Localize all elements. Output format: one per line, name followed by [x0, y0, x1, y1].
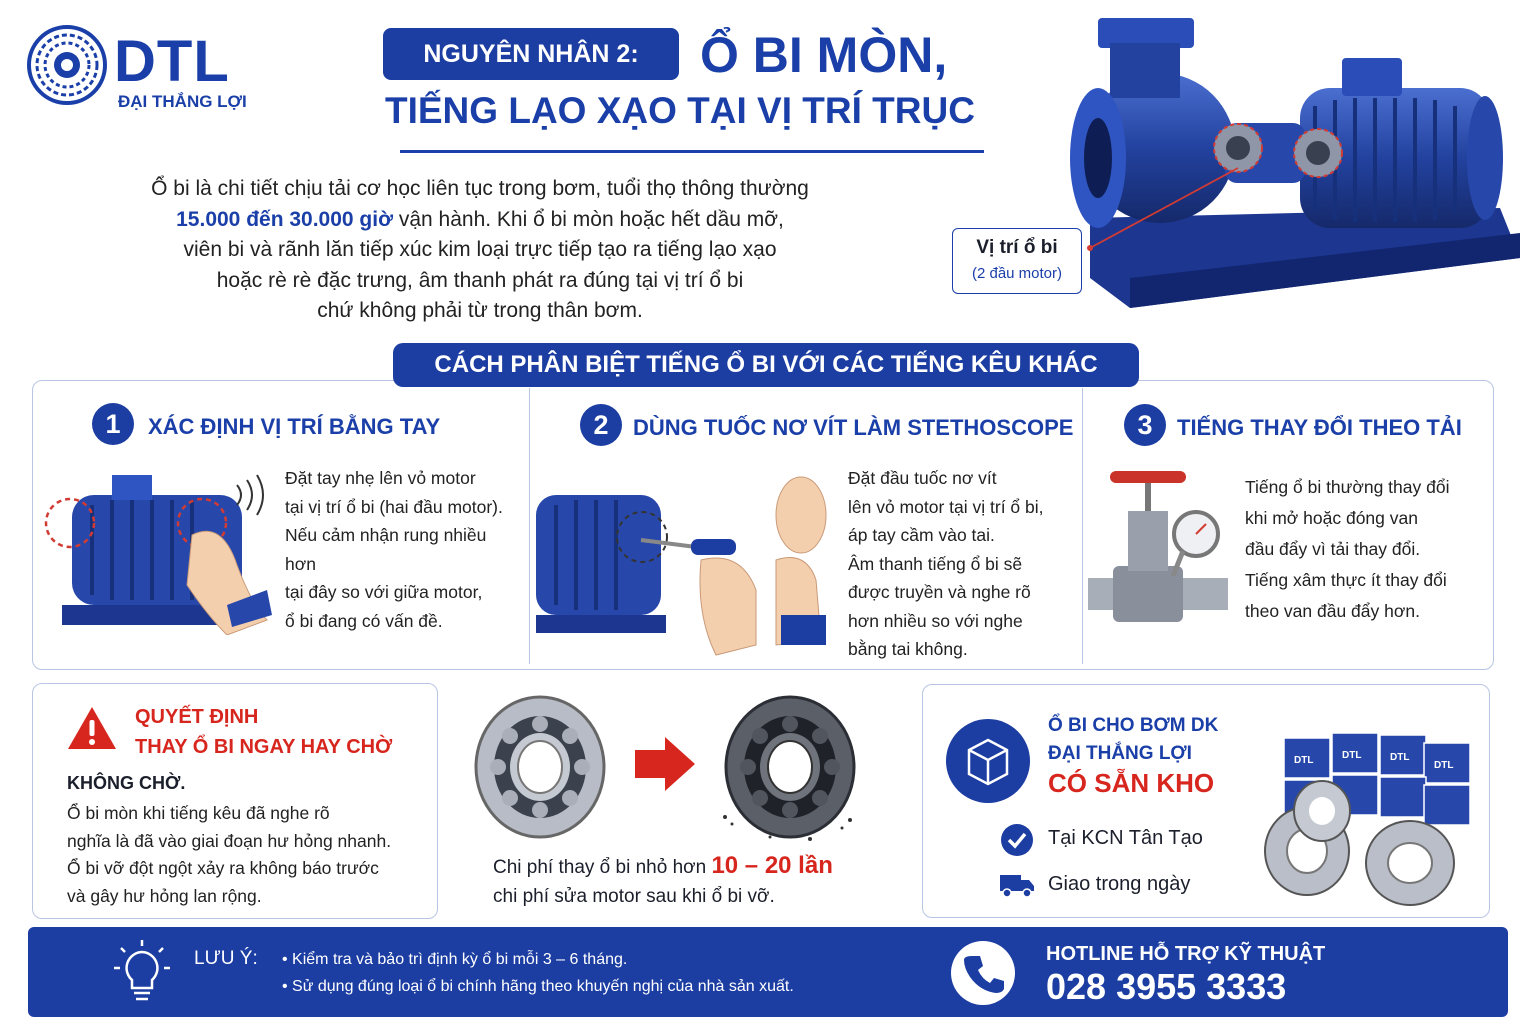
intro-line: hoặc rè rè đặc trưng, âm thanh phát ra đúng tại vị trí ổ bi	[216, 268, 744, 292]
step-2-line: áp tay cầm vào tai.	[848, 525, 995, 545]
step-divider	[529, 388, 530, 664]
stock-item-delivery: Giao trong ngày	[1048, 873, 1191, 895]
cost-prefix: Chi phí thay ổ bi nhỏ hơn	[493, 857, 712, 878]
step-3-line: theo van đầu đẩy hơn.	[1245, 601, 1420, 621]
step-1-line: ổ bi đang có vấn đề.	[285, 610, 443, 631]
motor-hand-illustration	[42, 465, 272, 635]
decision-text	[67, 800, 432, 910]
hotline-label: HOTLINE HỖ TRỢ KỸ THUẬT	[1046, 943, 1326, 965]
step-1-line: Nếu cảm nhận rung nhiều hơn	[285, 525, 487, 574]
decision-title-line: QUYẾT ĐỊNH	[135, 706, 259, 728]
decision-line: nghĩa là đã vào giai đoạn hư hỏng nhanh.	[67, 830, 392, 851]
decision-line: Ổ bi vỡ đột ngột xảy ra không báo trước	[67, 858, 379, 878]
stock-heading	[1048, 712, 1218, 768]
stock-line: ĐẠI THẮNG LỢI	[1048, 743, 1192, 764]
step-1-number: 1	[92, 403, 134, 445]
box-brand-label: DTL	[1294, 755, 1314, 766]
step-2-text	[848, 464, 1073, 664]
truck-icon	[999, 871, 1035, 899]
svg-text:DTL: DTL	[1342, 750, 1362, 761]
decision-line: và gây hư hỏng lan rộng.	[67, 885, 262, 906]
step-2-line: Đặt đầu tuốc nơ vít	[848, 468, 997, 488]
step-3-line: đầu đẩy vì tải thay đổi.	[1245, 539, 1421, 559]
intro-line: chứ không phải từ trong thân bơm.	[317, 299, 643, 322]
step-3-number: 3	[1124, 404, 1166, 446]
footer-note: • Kiểm tra và bảo trì định kỳ ổ bi mỗi 3 – 6 tháng.	[282, 951, 628, 968]
bearing-comparison-illustration	[470, 692, 880, 852]
screwdriver-stethoscope-illustration	[536, 465, 831, 660]
page-subtitle: TIẾNG LẠO XẠO TẠI VỊ TRÍ TRỤC	[385, 90, 975, 131]
section-banner: CÁCH PHÂN BIỆT TIẾNG Ổ BI VỚI CÁC TIẾNG KÊU KHÁC	[393, 343, 1139, 387]
step-1-title: XÁC ĐỊNH VỊ TRÍ BẰNG TAY	[148, 414, 441, 439]
bearing-location-note: (2 đầu motor)	[971, 265, 1063, 282]
cause-badge: NGUYÊN NHÂN 2:	[383, 28, 679, 80]
step-1-text	[285, 464, 520, 635]
svg-text:DTL: DTL	[1434, 760, 1454, 771]
step-1-line: tại vị trí ổ bi (hai đầu motor).	[285, 496, 503, 517]
footer-note-text: Kiểm tra và bảo trì định kỳ ổ bi mỗi 3 – 6 tháng.	[292, 951, 628, 968]
decision-title-line: THAY Ổ BI NGAY HAY CHỜ	[135, 736, 393, 758]
lightbulb-icon	[112, 938, 172, 1004]
footer-note: • Sử dụng đúng loại ổ bi chính hãng theo khuyến nghị của nhà sản xuất.	[282, 978, 794, 995]
brand-logo	[26, 24, 276, 119]
step-3-line: khi mở hoặc đóng van	[1245, 508, 1418, 528]
step-2-line: được truyền và nghe rõ	[848, 582, 1031, 602]
check-icon	[1000, 823, 1034, 857]
step-2-line: Âm thanh tiếng ổ bi sẽ	[848, 553, 1023, 574]
bearing-location-title: Vị trí ổ bi	[976, 237, 1058, 258]
step-3-line: Tiếng ổ bi thường thay đổi	[1245, 477, 1450, 497]
phone-icon[interactable]	[950, 940, 1016, 1006]
pump-illustration	[1060, 8, 1520, 313]
svg-text:DTL: DTL	[1390, 752, 1410, 763]
brand-subtitle: ĐẠI THẮNG LỢI	[118, 92, 247, 111]
step-3-text	[1245, 472, 1485, 627]
cost-highlight: 10 – 20 lần	[711, 852, 833, 879]
step-2-line: lên vỏ motor tại vị trí ổ bi,	[848, 496, 1044, 517]
intro-highlight: 15.000 đến 30.000 giờ	[176, 207, 394, 231]
intro-line: viên bi và rãnh lăn tiếp xúc kim loại trực tiếp tạo ra tiếng lạo xạo	[183, 238, 777, 261]
cost-line	[493, 851, 833, 882]
decision-title	[135, 702, 392, 762]
hotline-number[interactable]: 028 3955 3333	[1046, 966, 1287, 1007]
footer-notes	[282, 946, 794, 1000]
warning-icon	[66, 705, 118, 751]
stock-item-location: Tại KCN Tân Tạo	[1048, 827, 1203, 849]
decision-answer: KHÔNG CHỜ.	[67, 773, 186, 793]
cost-line: chi phí sửa motor sau khi ổ bi vỡ.	[493, 886, 775, 907]
intro-paragraph	[90, 174, 870, 327]
arrow-right-icon	[635, 737, 695, 791]
bearing-location-label	[952, 228, 1082, 294]
step-1-line: Đặt tay nhẹ lên vỏ motor	[285, 468, 476, 488]
step-2-line: hơn nhiều so với nghe	[848, 610, 1023, 631]
footer-note-text: Sử dụng đúng loại ổ bi chính hãng theo khuyến nghị của nhà sản xuất.	[292, 978, 794, 995]
step-2-line: bằng tai không.	[848, 639, 968, 659]
step-1-line: tại đây so với giữa motor,	[285, 582, 483, 602]
intro-line-rest: vận hành. Khi ổ bi mòn hoặc hết dầu mỡ,	[393, 207, 784, 231]
note-label: LƯU Ý:	[194, 948, 258, 969]
dtl-logo-icon	[26, 24, 108, 106]
cost-text	[493, 851, 833, 911]
decision-line: Ổ bi mòn khi tiếng kêu đã nghe rõ	[67, 803, 330, 823]
stock-line: Ổ BI CHO BƠM DK	[1048, 715, 1219, 736]
valve-gauge-illustration	[1088, 466, 1228, 636]
intro-line: Ổ bi là chi tiết chịu tải cơ học liên tục trong bơm, tuổi thọ thông thường	[151, 177, 809, 200]
title-underline	[400, 150, 984, 153]
step-3-line: Tiếng xâm thực ít thay đổi	[1245, 570, 1447, 590]
stock-available: CÓ SẴN KHO	[1048, 768, 1215, 798]
brand-name: DTL	[114, 29, 230, 94]
bearing-stock-illustration	[1262, 723, 1474, 908]
step-2-title: DÙNG TUỐC NƠ VÍT LÀM STETHOSCOPE	[633, 415, 1074, 440]
step-2-number: 2	[580, 404, 622, 446]
intro-line	[90, 205, 870, 236]
box-icon	[945, 718, 1031, 804]
step-3-title: TIẾNG THAY ĐỔI THEO TẢI	[1177, 415, 1462, 440]
step-divider	[1082, 388, 1083, 664]
page-title: Ổ BI MÒN,	[700, 27, 948, 83]
